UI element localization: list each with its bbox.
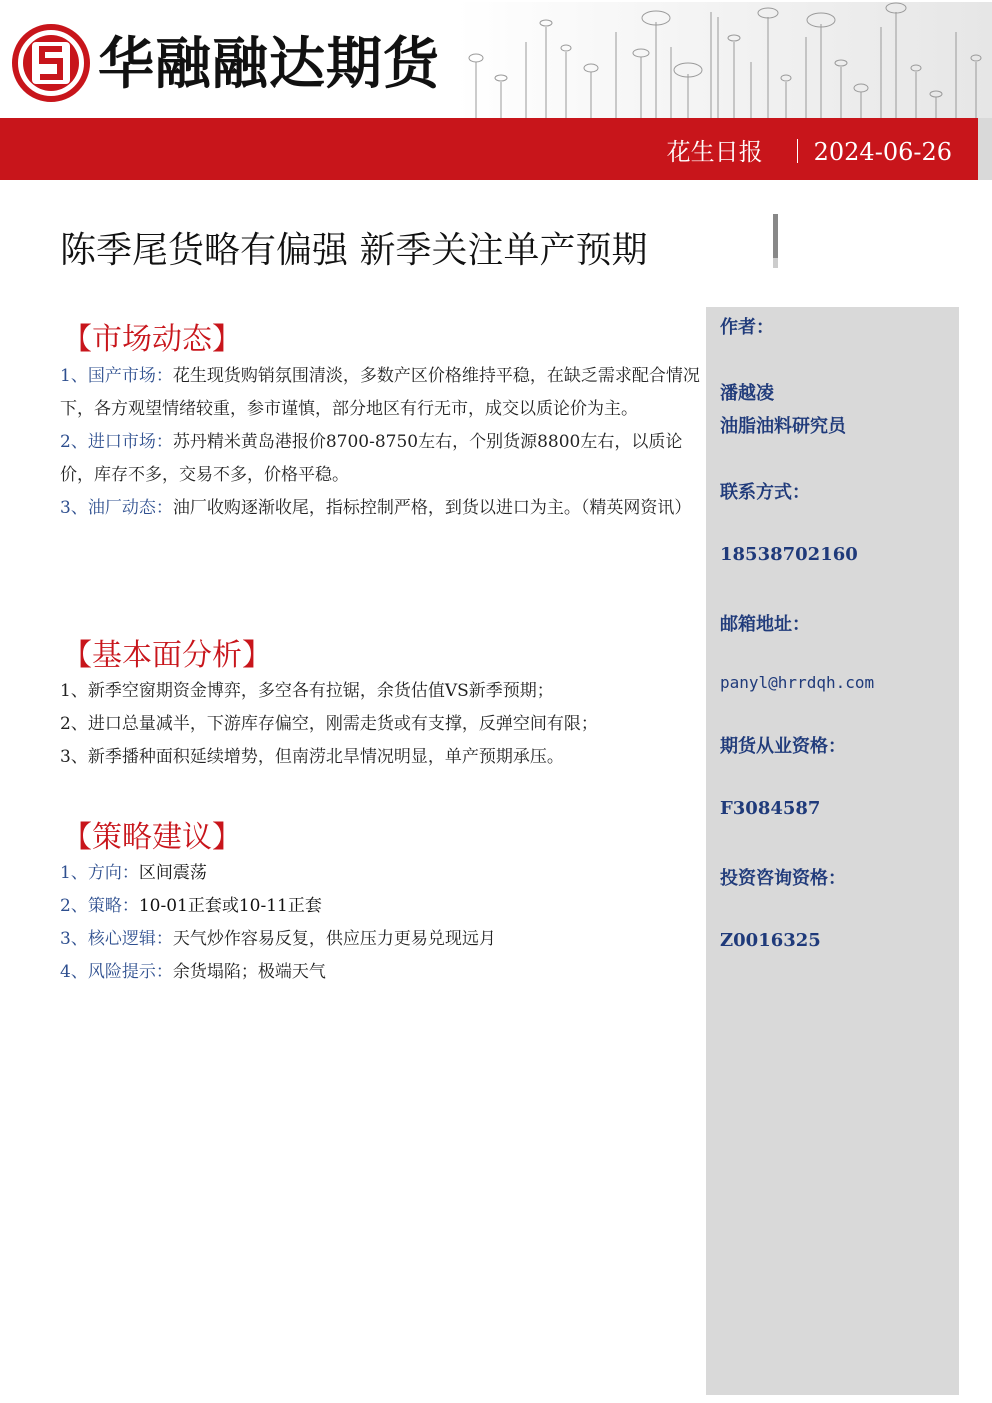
email-address[interactable]: panyl@hrrdqh.com [720,673,875,692]
strategy-item-label: 1、方向： [60,863,139,883]
market-item-label: 3、油厂动态： [60,498,173,518]
advisory-qualification-label: 投资咨询资格： [720,868,846,889]
strategy-item [60,923,700,956]
strategy-item [60,890,700,923]
market-item [60,492,700,525]
strategy-item-text: 10-01正套或10-11正套 [138,896,322,916]
fundamental-item: 3、新季播种面积延续增势，但南涝北旱情况明显，单产预期承压。 [60,747,564,767]
market-section [60,360,700,525]
fundamental-section [60,675,700,774]
author-name: 潘越凌 [720,383,774,404]
phone-number: 18538702160 [720,544,858,565]
strategy-item-label: 3、核心逻辑： [60,929,173,949]
strategy-item-label: 4、风险提示： [60,962,173,982]
market-item-text: 油厂收购逐渐收尾，指标控制严格，到货以进口为主。（精英网资讯） [172,498,692,518]
strategy-item [60,857,700,890]
market-item-label: 2、进口市场： [60,432,173,452]
market-heading: 【市场动态】 [62,322,242,357]
fundamental-item: 2、进口总量减半，下游库存偏空，刚需走货或有支撑，反弹空间有限； [60,714,598,734]
author-sidebar [706,307,959,1395]
email-label: 邮箱地址： [720,614,810,635]
strategy-item-text: 余货塌陷；极端天气 [172,962,326,982]
banner-separator [797,139,798,163]
report-date: 2024-06-26 [813,138,952,166]
fundamental-item: 1、新季空窗期资金博弈，多空各有拉锯，余货估值VS新季预期； [60,681,554,701]
strategy-item-text: 区间震荡 [138,863,207,883]
strategy-item [60,956,700,989]
strategy-heading: 【策略建议】 [62,820,242,855]
contact-label: 联系方式： [720,482,810,503]
header-banner [0,118,978,180]
market-item-text: 苏丹精米黄岛港报价8700-8750左右，个别货源8800左右，以质论价，库存不多，交易不多，价格平稳。 [60,432,683,485]
futures-qualification-label: 期货从业资格： [720,736,846,757]
advisory-qualification-number: Z0016325 [720,930,821,951]
market-item [60,360,700,426]
banner-text [667,132,952,167]
futures-qualification-number: F3084587 [720,798,821,819]
strategy-section [60,857,700,989]
report-title: 陈季尾货略有偏强 新季关注单产预期 [60,230,648,271]
company-logo-icon [12,24,90,102]
market-item-text: 花生现货购销氛围清淡，多数产区价格维持平稳，在缺乏需求配合情况下，各方观望情绪较重，参市谨慎，部分地区有行无市，成交以质论价为主。 [60,366,700,419]
banner-shadow [978,118,992,180]
author-role: 油脂油料研究员 [720,416,846,437]
market-item [60,426,700,492]
header-decoration [456,2,992,120]
company-name: 华融融达期货 [98,32,440,97]
strategy-item-text: 天气炒作容易反复，供应压力更易兑现远月 [172,929,496,949]
report-name: 花生日报 [666,138,763,166]
market-item-label: 1、国产市场： [60,366,173,386]
author-label: 作者： [720,317,774,338]
title-accent-bar-tail [773,258,778,268]
fundamental-heading: 【基本面分析】 [62,638,272,673]
strategy-item-label: 2、策略： [60,896,139,916]
